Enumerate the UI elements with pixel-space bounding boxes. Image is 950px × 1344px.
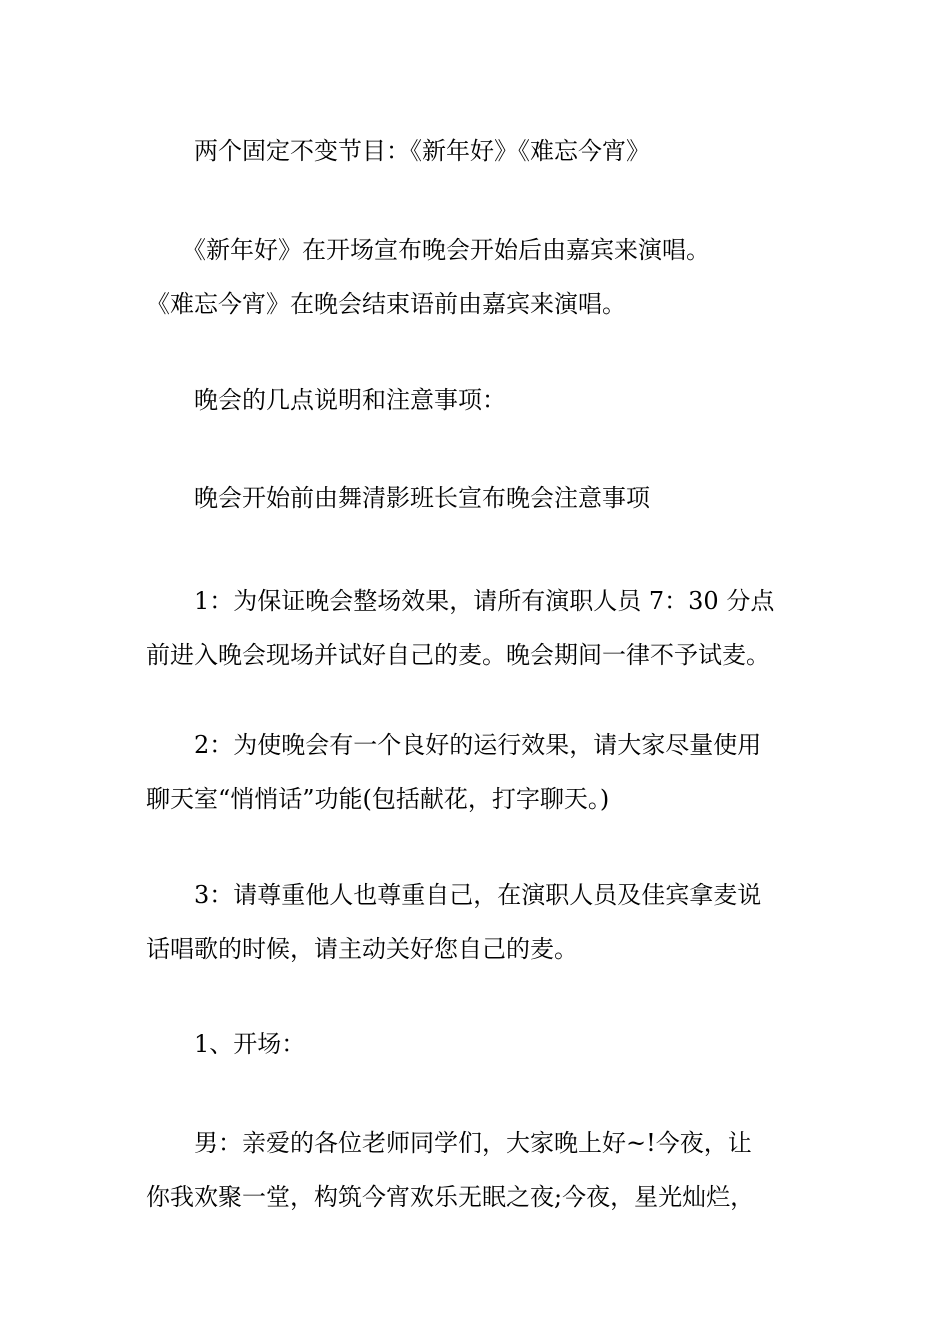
paragraph-section-opening (146, 1017, 810, 1071)
text-line: 《新年好》在开场宣布晚会开始后由嘉宾来演唱。 (146, 236, 710, 264)
text-line: 2：为使晚会有一个良好的运行效果，请大家尽量使用 (146, 731, 762, 759)
paragraph-note-2 (146, 718, 810, 826)
text-line: 话唱歌的时候，请主动关好您自己的麦。 (146, 935, 578, 963)
text-line: 两个固定不变节目：《新年好》《难忘今宵》 (146, 137, 650, 165)
paragraph-note-3 (146, 868, 810, 976)
paragraph-announcement (146, 471, 810, 525)
text-line: 晚会开始前由舞清影班长宣布晚会注意事项 (146, 484, 650, 512)
text-line: 晚会的几点说明和注意事项： (146, 386, 506, 414)
text-line: 1：为保证晚会整场效果，请所有演职人员 7：30 分点 (146, 587, 775, 615)
text-line: 3：请尊重他人也尊重自己，在演职人员及佳宾拿麦说 (146, 881, 762, 909)
text-line: 1、开场： (146, 1030, 306, 1058)
paragraph-note-1 (146, 574, 810, 682)
paragraph-host-speech (146, 1116, 810, 1224)
text-line: 你我欢聚一堂，构筑今宵欢乐无眠之夜;今夜，星光灿烂， (146, 1183, 755, 1211)
text-line: 《难忘今宵》在晚会结束语前由嘉宾来演唱。 (146, 290, 626, 318)
paragraph-fixed-programs (146, 124, 810, 178)
paragraph-notes-heading (146, 373, 810, 427)
text-line: 前进入晚会现场并试好自己的麦。晚会期间一律不予试麦。 (146, 641, 770, 669)
text-line: 聊天室“悄悄话”功能(包括献花，打字聊天。) (146, 785, 610, 813)
paragraph-program-order (146, 223, 810, 331)
text-line: 男：亲爱的各位老师同学们，大家晚上好~!今夜，让 (146, 1129, 752, 1157)
